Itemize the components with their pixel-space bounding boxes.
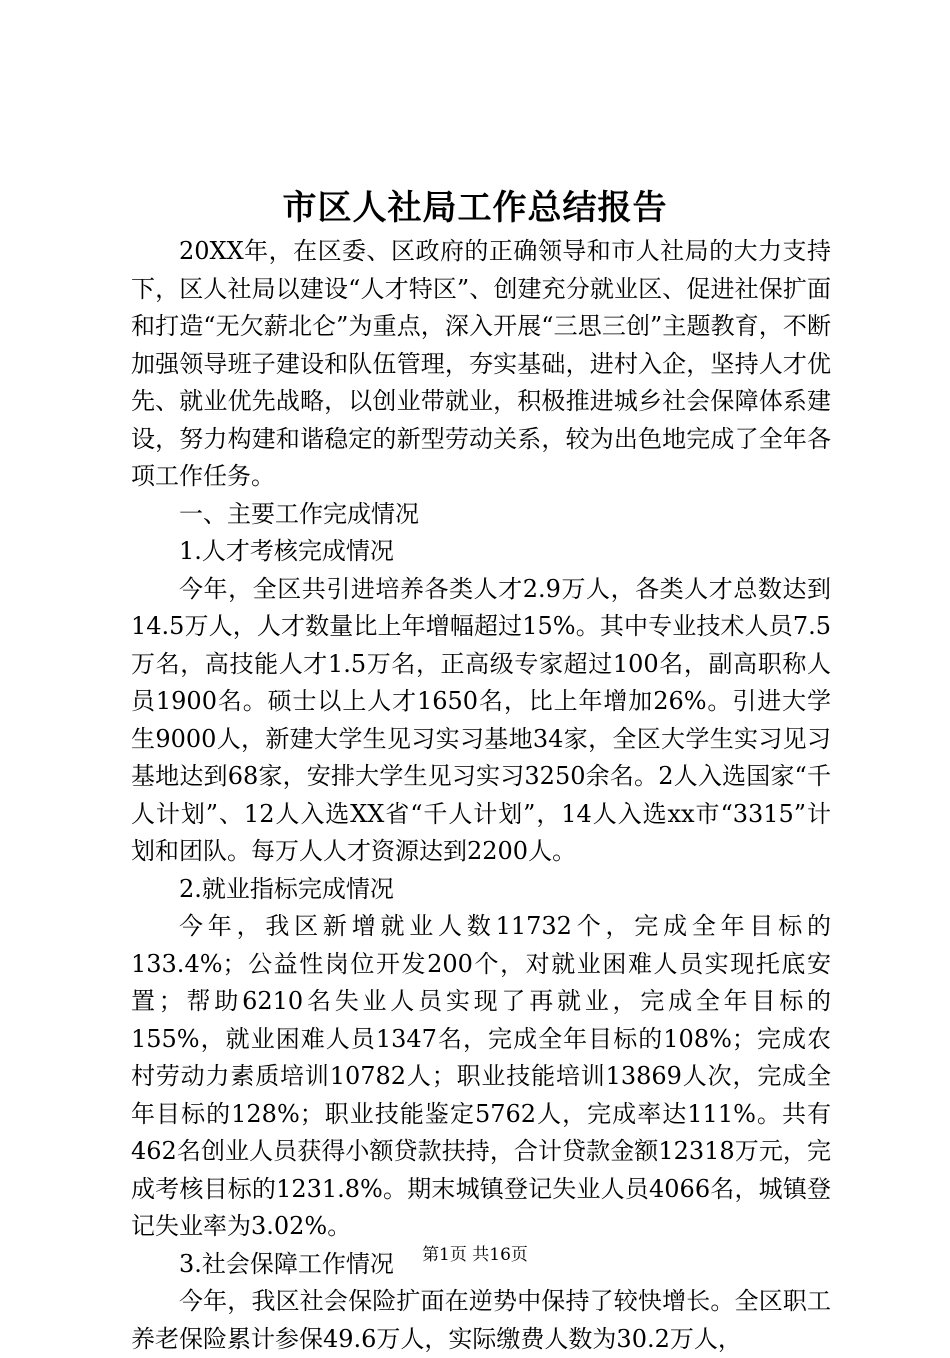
body-paragraph: 今年，我区社会保险扩面在逆势中保持了较快增长。全区职工养老保险累计参保49.6万人，实际缴费人数为30.2万人， <box>131 1287 831 1353</box>
document-body <box>131 233 831 1358</box>
subsection-heading: 3.社会保障工作情况 <box>179 1249 394 1278</box>
body-paragraph: 今年，全区共引进培养各类人才2.9万人，各类人才总数达到14.5万人，人才数量比上年增幅超过15%。其中专业技术人员7.5万名，高技能人才1.5万名，正高级专家超过100名，副高职称人员1900名。硕士以上人才1650名，比上年增加26%。引进大学生9000人，新建大学生见习实习基地34家，全区大学生实习见习基地达到68家，安排大学生见习实习3250余名。2人入选国家“千人计划”、12人入选XX省“千人计划”，14人入选xx市“3315”计划和团队。每万人人才资源达到2200人。 <box>131 574 831 865</box>
page-number-footer: 第1页 共16页 <box>422 1245 528 1265</box>
section-heading: 一、主要工作完成情况 <box>179 499 419 528</box>
intro-paragraph: 20XX年，在区委、区政府的正确领导和市人社局的大力支持下，区人社局以建设“人才特区”、创建充分就业区、促进社保扩面和打造“无欠薪北仑”为重点，深入开展“三思三创”主题教育，不断加强领导班子建设和队伍管理，夯实基础，进村入企，坚持人才优先、就业优先战略，以创业带就业，积极推进城乡社会保障体系建设，努力构建和谐稳定的新型劳动关系，较为出色地完成了全年各项工作任务。 <box>131 237 831 490</box>
document-title: 市区人社局工作总结报告 <box>282 188 668 228</box>
body-paragraph: 今年，我区新增就业人数11732个，完成全年目标的133.4%；公益性岗位开发200个，对就业困难人员实现托底安置；帮助6210名失业人员实现了再就业，完成全年目标的155%，就业困难人员1347名，完成全年目标的108%；完成农村劳动力素质培训10782人；职业技能培训13869人次，完成全年目标的128%；职业技能鉴定5762人，完成率达111%。共有462名创业人员获得小额贷款扶持，合计贷款金额12318万元，完成考核目标的1231.8%。期末城镇登记失业人员4066名，城镇登记失业率为3.02%。 <box>131 912 831 1240</box>
subsection-heading: 2.就业指标完成情况 <box>179 874 394 903</box>
subsection-heading: 1.人才考核完成情况 <box>179 537 394 565</box>
